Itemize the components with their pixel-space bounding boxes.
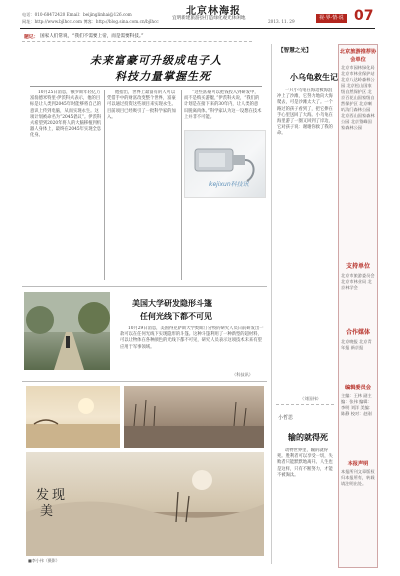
lead-col-divider-2 — [181, 90, 182, 280]
issue-date: 2013. 11. 29 — [268, 19, 295, 24]
sidebar-body-2: 北京市旅游委员会 北京市林业局 北京林学会 — [341, 273, 375, 290]
cloak-source: （科技讯） — [232, 372, 253, 377]
wisdom-author: （刘国伟） — [300, 396, 321, 401]
sidebar-body-3: 北京晚报 北京青年报 新京报 — [341, 339, 372, 350]
lead-headline-2: 科技力量掌握生死 — [115, 70, 211, 83]
discovery-caption: ■李小伟（摄影） — [28, 558, 60, 563]
cloak-top-rule — [22, 286, 267, 287]
sidebar-title-5: 本报声明 — [347, 461, 369, 467]
right-sidebar — [338, 44, 378, 568]
masthead-title: 北京林海报 — [186, 6, 241, 17]
lead-text-col-2: 他指出，世界上最富有的人可以凭借手中的财富改变整个世界，富豪可以通过投资这些项目来实现永生。目前项目已经吸引了一批科学家的加入。 — [107, 90, 176, 120]
wisdom-tag-2: 小哲思 — [278, 415, 294, 421]
sidebar-title-4: 编辑委员会 — [345, 385, 371, 391]
wisdom-divider — [271, 44, 272, 564]
wisdom-body-1: 一只小乌龟在海边被海浪冲上了沙滩，它努力地向大海爬去，可是沙滩太大了。一个路过的孩子看到了，把它捧在手心里送回了大海。小乌龟在海里游了一圈又回到了岸边，它对孩子说：谢谢你救了我的命。 — [277, 88, 333, 137]
lead-text-col-1: 10月25日消息，俄罗斯年轻亿万富翁德米特里·伊茨科夫表示，他的目标是让人类到2045年时能够将自己的意识上传到电脑，从而实现永生。这项计划被命名为“2045倡议”。伊茨科夫希望到2020年将人的大脑移植到机器人身体上，最终在2045年实现全息化身。 — [30, 90, 102, 139]
cloak-headline-2: 任何光线下都不可见 — [140, 312, 212, 321]
header-rule — [20, 28, 375, 29]
sidebar-body-5: 本报所刊文章版权归本报所有，转载请注明出处。 — [341, 469, 375, 486]
cloak-photo — [24, 292, 110, 370]
reed-marsh-illustration — [124, 386, 264, 448]
sunset-lake-illustration — [26, 386, 120, 448]
photo-watermark: kejixun科技讯 — [209, 181, 249, 188]
masthead-subtitle: 宜明新建旅游县打造绿化观光休闲地 — [172, 16, 246, 21]
section-label: 视·界·情·说 — [316, 14, 347, 23]
sidebar-body-1: 北京市园林绿化局 北京市林业保护站 北京八达岭森林公园 北京松山国家级自然保护区 北京百花山国家级自然保护区 北京喇叭沟门森林公园 北京西山国家森林公园 北京鹫峰国家森林公园 — [341, 65, 375, 130]
wisdom-body-2: 动物世界里，输的就得死。胜利者可以享受一切，失败者只能默默地离开。人生也是这样，只有不断努力，才能不被淘汰。 — [277, 448, 333, 478]
lead-headline-rule — [30, 86, 262, 87]
quote-bar — [22, 31, 252, 42]
cloak-text: 10月29日消息，美国得克萨斯大学奥斯汀分校的研究人员日前研发出一款可以在任何光线下实现隐形的斗篷。这种斗篷利用了一种新型的超材料，可以让物体在各种颜色的光线下都不可见，研究人员表示这项技术未来有望应用于军事领域。 — [120, 326, 264, 350]
lead-col-1 — [30, 90, 102, 280]
lead-col-2 — [107, 90, 179, 280]
wisdom-rule — [276, 404, 334, 405]
wisdom-title-1: 小乌龟救生记 — [290, 72, 338, 82]
sidebar-title-3: 合作媒体 — [345, 329, 370, 336]
discovery-photo-2 — [124, 386, 264, 448]
discovery-photo-1 — [26, 386, 120, 448]
discovery-photo-3 — [26, 452, 264, 556]
wisdom-body-1-wrap — [277, 88, 333, 392]
snow-landscape-illustration — [26, 452, 264, 556]
forest-path-illustration — [24, 292, 110, 370]
wisdom-title-2: 输的就得死 — [288, 432, 328, 442]
lead-col-divider-1 — [104, 90, 105, 280]
sidebar-body-4: 主编：王林 副主编：张伟 编辑：李明 刘洋 美编：陈静 校对：赵刚 — [341, 393, 373, 416]
sidebar-title-2: 支持单位 — [345, 263, 370, 270]
discovery-title-2: 现 — [52, 488, 66, 503]
sidebar-title-1: 北京旅游推荐协会单位 — [339, 49, 377, 63]
discovery-title-1: 发 — [36, 488, 50, 503]
contact-info: 电话：010-68472420 Email：beijinglinhai@126.com — [22, 12, 132, 17]
wisdom-section-tag: 【智慧之光】 — [278, 48, 312, 54]
web-info: 网址：http://www.bjlhcc.com 博客：http://blog.sina.com.cn/bjlhcc — [22, 19, 159, 24]
lead-headline-1: 未来富豪可升级成电子人 — [90, 54, 222, 67]
wisdom-body-2-wrap — [277, 448, 333, 560]
discovery-top-rule — [22, 381, 267, 382]
lead-photo — [184, 130, 266, 198]
lead-col-3 — [184, 90, 262, 128]
quote-label: 题记： — [24, 35, 39, 40]
cloak-body — [120, 326, 265, 372]
discovery-title-3: 美 — [40, 504, 54, 519]
quote-text: 国家人们常说，“我们不需要上帝，而是需要科技。” — [40, 34, 144, 39]
lead-text-col-3: “这些富豪可以把钱投入到研发中，而不是购买游艇，”伊茨科夫说，“我们的计划是在接下来的30年内，让人类的意识脱离肉体。”科学家认为这一设想在技术上并非不可能。 — [184, 90, 262, 120]
page-number: 07 — [354, 8, 374, 24]
cloak-headline-1: 美国大学研发隐形斗篷 — [132, 299, 212, 308]
